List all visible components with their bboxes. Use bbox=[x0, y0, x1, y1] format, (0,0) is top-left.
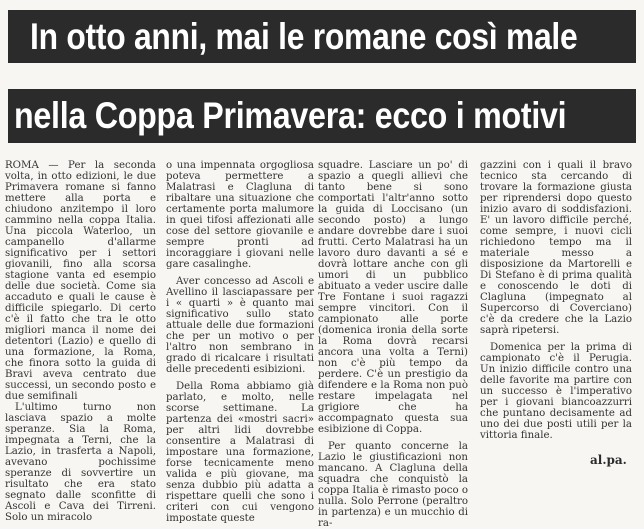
paragraph: L'ultimo turno non lasciava spazio a molte speranze. Sia la Roma, impegnata a Terni, che la Lazio, in trasferta a Napoli, avevano pochissime speranze di sovvertire un risultato che era stato segnato dalle sconfitte di Ascoli e Cava dei Tirreni. Solo un miracolo bbox=[5, 402, 156, 523]
headline-line-1-band bbox=[8, 10, 636, 63]
paragraph: gazzini con i quali il bravo tecnico sta cercando di trovare la formazione giusta per riprendersi dopo questo inizio avaro di soddisfazioni. E' un lavoro difficile perché, come sempre, i nuovi cicli richiedono tempo ma il materiale messo a disposizione da Martorelli e Di Stefano è di prima qualità e conoscendo le doti di Clagluna (impegnato al Supercorso di Coverciano) c'è da credere che la Lazio saprà ripetersi. bbox=[480, 160, 632, 336]
paragraph: Domenica per la prima di campionato c'è il Perugia. Un inizio difficile contro una delle favorite ma partire con un successo è l'imperativo per i giovani biancoazzurri che puntano decisamente ad uno dei due posti utili per la vittoria finale. bbox=[480, 342, 632, 441]
paragraph: Della Roma abbiamo già parlato, e molto, nelle scorse settimane. La partenza dei «mostri sacri» per altri lidi dovrebbe consentire a Malatrasi di impostare una formazione, forse tecnicamente meno valida e più giovane, ma senza dubbio più adatta a rispettare quelli che sono i criteri con cui vengono impostate queste bbox=[166, 381, 314, 524]
paragraph: Per quanto concerne la Lazio le giustificazioni non mancano. A Clagluna della squadra che conquistò la coppa Italia è rimasto poco o nulla. Solo Perrone (peraltro in partenza) e un mucchio di ra- bbox=[318, 441, 468, 529]
article-column-4 bbox=[480, 160, 632, 441]
headline-line-1: In otto anni, mai le romane così male bbox=[30, 15, 578, 57]
paragraph: Aver concesso ad Ascoli e Avellino il lasciapassare per i « quarti » è quanto mai significativo sullo stato attuale delle due formazioni che per un motivo o per l'altro non sembrano in grado di ricalcare i risultati delle precedenti esibizioni. bbox=[166, 276, 314, 375]
paragraph: ROMA — Per la seconda volta, in otto edizioni, le due Primavera romane si fanno mettere alla porta e chiudono anzitempo il loro cammino nella coppa Italia. Una piccola Waterloo, un campanello d'allarme significativo per i settori giovanili, fino alla scorsa stagione vanta ed esempio delle due società. Come sia accaduto e quali le cause è difficile spiegarlo. Di certo c'è il fatto che tra le otto migliori manca il nome dei detentori (Lazio) e quello di una formazione, la Roma, che finora sotto la guida di Bravi aveva centrato due successi, un secondo posto e due semifinali bbox=[5, 160, 156, 402]
paragraph: o una impennata orgogliosa poteva permettere a Malatrasi e Clagluna di ribaltare una situazione che certamente porta malumore in quei tifosi affezionati alle cose del settore giovanile e sempre pronti ad incoraggiare i giovani nelle gare casalinghe. bbox=[166, 160, 314, 270]
author-signature: al.pa. bbox=[590, 453, 627, 467]
article-column-1 bbox=[5, 160, 156, 523]
article-column-2 bbox=[166, 160, 314, 524]
article-column-3 bbox=[318, 160, 468, 529]
paragraph: squadre. Lasciare un po' di spazio a quegli allievi che tanto bene si sono comportati l'altr'anno sotto la guida di Loccisano (un secondo posto) a lungo andare dovrebbe dare i suoi frutti. Certo Malatrasi ha un lavoro duro davanti a sé e dovrà lottare anche con gli umori di un pubblico abituato a veder uscire dalle Tre Fontane i suoi ragazzi sempre vincitori. Con il campionato alle porte (domenica ironia della sorte la Roma dovrà recarsi ancora una volta a Terni) non c'è più tempo da perdere. C'è un prestigio da difendere e la Roma non può restare impelagata nel grigiore che ha accompagnato questa sua esibizione di Coppa. bbox=[318, 160, 468, 435]
headline-line-2-band bbox=[8, 89, 636, 143]
headline-line-2: nella Coppa Primavera: ecco i motivi bbox=[14, 95, 567, 136]
